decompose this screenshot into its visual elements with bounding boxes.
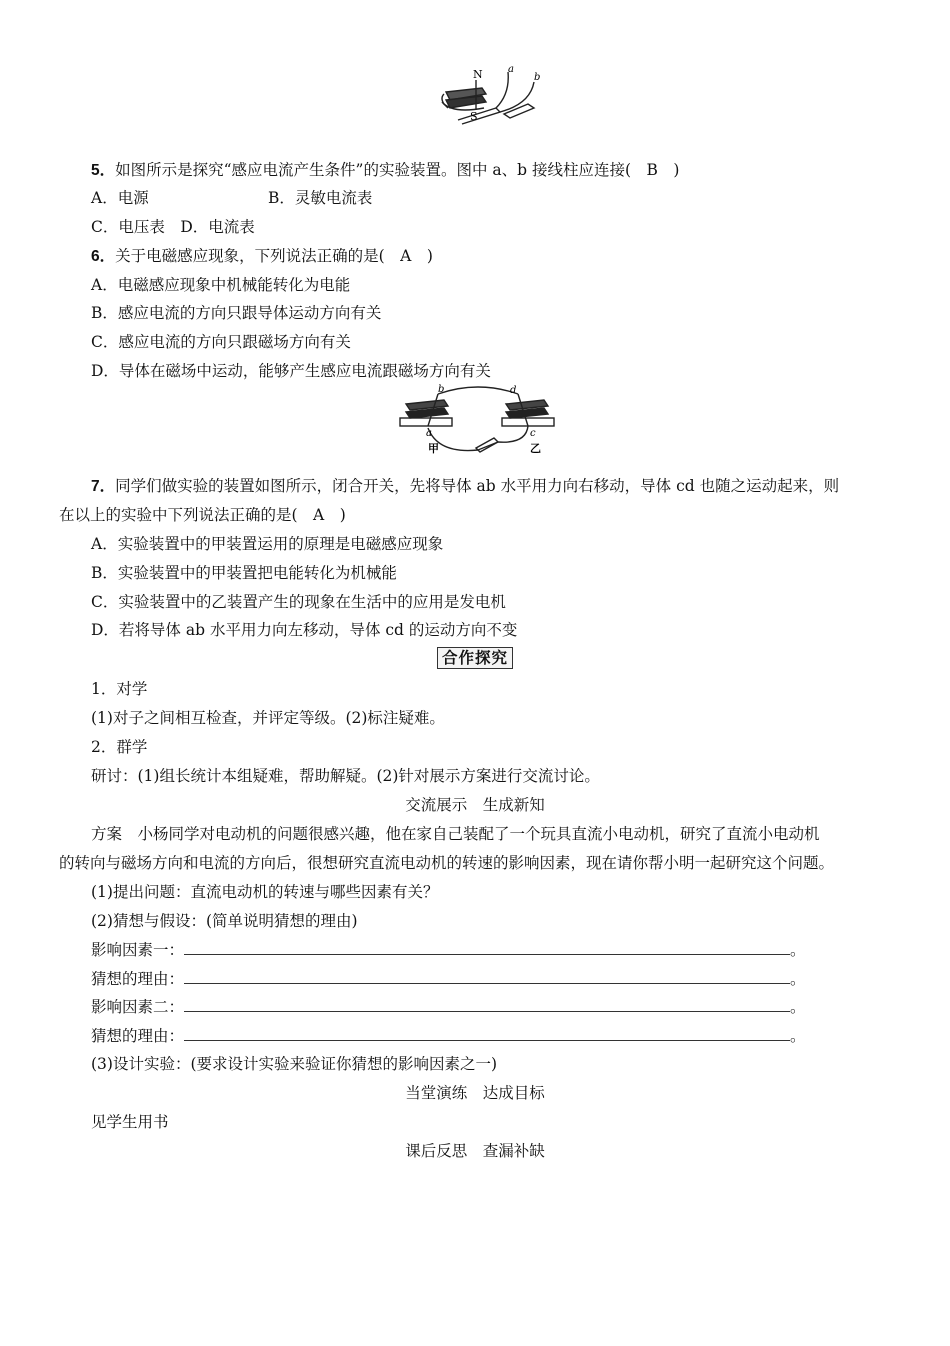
fill-row-reason-2 [91,1026,806,1046]
q6-option-a: A．电磁感应现象中机械能转化为电能 [91,276,351,294]
q7-option-c: C．实验装置中的乙装置产生的现象在生活中的应用是发电机 [91,593,506,611]
factor-1-blank[interactable] [184,940,790,955]
q7-option-a: A．实验装置中的甲装置运用的原理是电磁感应现象 [91,535,444,553]
q7-option-b: B．实验装置中的甲装置把电能转化为机械能 [91,564,397,582]
period: 。 [790,1027,806,1045]
q5-text: 如图所示是探究“感应电流产生条件”的实验装置。图中 a、b 接线柱应连接( B ) [115,161,680,179]
factor-2-label: 影响因素二： [91,998,185,1016]
coop-heading-2: 2．群学 [91,738,148,756]
factor-1-label: 影响因素一： [91,941,185,959]
q5-stem [91,160,679,181]
q6-option-d: D．导体在磁场中运动，能够产生感应电流跟磁场方向有关 [91,362,491,380]
period: 。 [790,941,806,959]
q7-option-d: D．若将导体 ab 水平用力向左移动，导体 cd 的运动方向不变 [91,621,518,639]
q6-number: 6． [91,248,116,265]
label-c2: c [530,428,536,439]
label-a2: a [426,428,432,439]
period: 。 [790,998,806,1016]
q7-text-2: 在以上的实验中下列说法正确的是( A ) [59,506,346,524]
section-label-cooperation: 合作探究 [437,647,513,669]
q6-option-b: B．感应电流的方向只跟导体运动方向有关 [91,304,382,322]
label-n: N [473,68,483,81]
factor-2-blank[interactable] [184,997,790,1012]
plan-paragraph-1: 方案 小杨同学对电动机的问题很感兴趣，他在家自己装配了一个玩具直流小电动机，研究了直流小电动机 [91,825,820,843]
label-jia: 甲 [428,442,439,455]
figure-induction-apparatus [438,64,548,126]
label-b2: b [438,384,445,395]
q7-number: 7． [91,478,116,495]
coop-text-1: (1)对子之间相互检查，并评定等级。(2)标注疑难。 [91,709,445,727]
q5-option-a: A．电源 [91,189,149,207]
q6-stem [91,246,433,267]
q6-text: 关于电磁感应现象，下列说法正确的是( A ) [115,247,433,265]
fill-row-reason-1 [91,969,806,989]
coop-text-2: 研讨：(1)组长统计本组疑难，帮助解疑。(2)针对展示方案进行交流讨论。 [91,767,600,785]
heading-reflect: 课后反思 查漏补缺 [405,1142,545,1160]
fill-row-factor-1 [91,940,806,960]
reason-1-label: 猜想的理由： [91,970,185,988]
q7-text-1: 同学们做实验的装置如图所示，闭合开关，先将导体 ab 水平用力向右移动，导体 cd 也随之运动起来，则 [115,477,840,495]
q7-stem-line1 [91,476,839,497]
coop-heading-1: 1．对学 [91,680,148,698]
see-student-book: 见学生用书 [91,1113,169,1131]
q5-option-cd: C．电压表 D．电流表 [91,218,255,236]
fill-row-factor-2 [91,997,806,1017]
q5-option-b: B．灵敏电流表 [268,189,373,207]
label-s: S [470,110,478,123]
plan-step-1: (1)提出问题：直流电动机的转速与哪些因素有关？ [91,883,439,901]
heading-practice: 当堂演练 达成目标 [405,1084,545,1102]
figure-two-devices [398,384,558,458]
label-b: b [534,72,541,83]
label-d2: d [510,385,517,396]
label-yi: 乙 [530,442,541,455]
reason-2-blank[interactable] [184,1026,790,1041]
q5-number: 5． [91,162,116,179]
period: 。 [790,970,806,988]
plan-paragraph-2: 的转向与磁场方向和电流的方向后，很想研究直流电动机的转速的影响因素，现在请你帮小明一起研究这个问题。 [59,854,835,872]
plan-step-3: (3)设计实验：(要求设计实验来验证你猜想的影响因素之一) [91,1055,498,1073]
plan-step-2: (2)猜想与假设：(简单说明猜想的理由) [91,912,358,930]
reason-1-blank[interactable] [184,969,790,984]
reason-2-label: 猜想的理由： [91,1027,185,1045]
label-a: a [508,64,514,75]
heading-exchange: 交流展示 生成新知 [405,796,545,814]
q6-option-c: C．感应电流的方向只跟磁场方向有关 [91,333,351,351]
